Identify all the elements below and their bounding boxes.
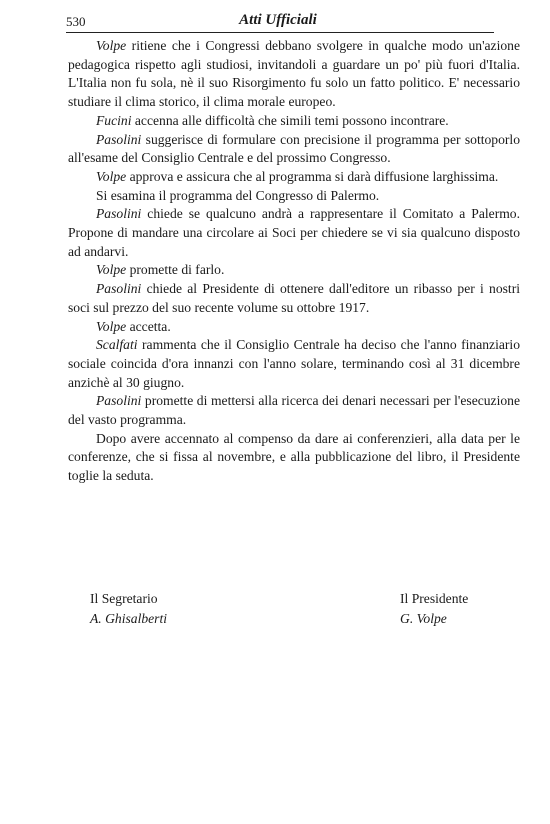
speaker-name: Pasolini: [96, 131, 142, 147]
minutes-body: [68, 37, 520, 486]
speaker-name: Pasolini: [96, 206, 142, 222]
paragraph: [68, 336, 520, 392]
page-number: 530: [66, 14, 86, 29]
paragraph: [68, 430, 520, 486]
paragraph: [68, 168, 520, 187]
header-rule: [66, 32, 494, 33]
president-signature: [400, 589, 468, 629]
paragraph-text: Dopo avere accennato al compenso da dare ai conferenzieri, alla data per le conferenze, che si fissa al novembre, e alla pubblicazione del libro, il Presidente toglie la seduta.: [68, 430, 520, 484]
speaker-name: Pasolini: [96, 393, 142, 409]
paragraph-text: rammenta che il Consiglio Centrale ha deciso che l'anno finanziario sociale coincida d'ora innanzi con l'anno solare, terminando così al 31 dicembre anzichè al 30 giugno.: [68, 337, 520, 390]
paragraph-text: ritiene che i Congressi debbano svolgere in qualche modo un'azione pedagogica rispetto agli studiosi, invitandoli a guardare un po' più fuori d'Italia. L'Italia non fu sola, nè il suo Risorgimento fu solo un fatto politico. E' necessario studiare il clima storico, il clima morale europeo.: [68, 38, 520, 110]
page-header: [66, 10, 490, 32]
speaker-name: Pasolini: [96, 281, 142, 297]
paragraph-text: suggerisce di formulare con precisione il programma per sottoporlo all'esame del Consiglio Centrale e del prossimo Congresso.: [68, 131, 520, 166]
secretary-signature: [90, 589, 167, 629]
speaker-name: Volpe: [96, 168, 127, 184]
paragraph: [68, 187, 520, 206]
paragraph-text: accetta.: [126, 318, 171, 334]
paragraph-text: accenna alle difficoltà che simili temi possono incontrare.: [131, 112, 449, 128]
paragraph: [68, 131, 520, 168]
secretary-name: A. Ghisalberti: [90, 611, 168, 626]
paragraph-text: Si esamina il programma del Congresso di Palermo.: [96, 187, 380, 203]
running-title: Atti Ufficiali: [239, 12, 317, 28]
paragraph-text: promette di farlo.: [126, 262, 225, 278]
speaker-name: Scalfati: [96, 337, 138, 353]
speaker-name: Volpe: [96, 38, 127, 53]
president-name: G. Volpe: [400, 611, 447, 626]
paragraph: [68, 205, 520, 261]
paragraph: [68, 37, 520, 112]
paragraph: [68, 112, 520, 131]
president-role: Il Presidente: [400, 591, 469, 606]
paragraph: [68, 318, 520, 337]
paragraph-text: approva e assicura che al programma si darà diffusione larghissima.: [126, 168, 499, 184]
paragraph: [68, 280, 520, 317]
speaker-name: Volpe: [96, 262, 127, 278]
paragraph-text: chiede se qualcuno andrà a rappresentare il Comitato a Palermo. Propone di mandare una circolare ai Soci per chiedere se vi sia qualcuno disposto ad andarvi.: [68, 206, 520, 259]
paragraph-text: promette di mettersi alla ricerca dei denari necessari per l'esecuzione del vasto programma.: [68, 393, 520, 428]
speaker-name: Volpe: [96, 318, 127, 334]
paragraph-text: chiede al Presidente di ottenere dall'editore un ribasso per i nostri soci sul prezzo del suo recente volume su ottobre 1917.: [68, 281, 520, 315]
secretary-role: Il Segretario: [90, 591, 158, 606]
paragraph: [68, 392, 520, 429]
speaker-name: Fucini: [96, 112, 132, 128]
paragraph: [68, 261, 520, 280]
